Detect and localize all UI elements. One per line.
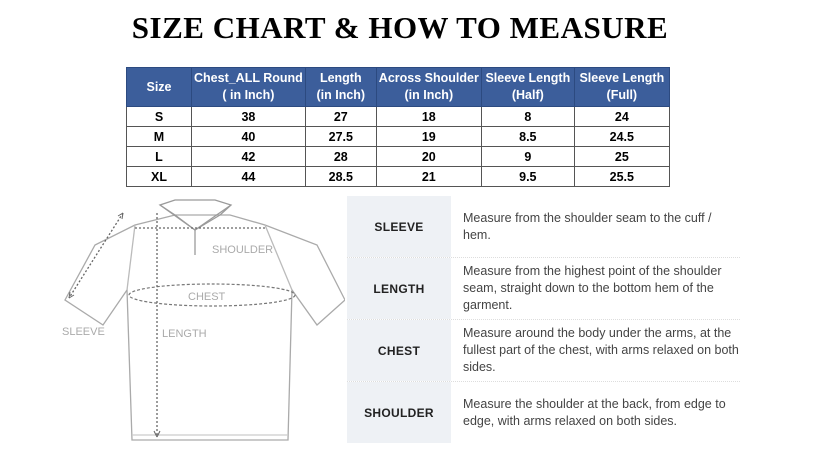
table-row — [127, 127, 670, 147]
cell-chest: 44 — [192, 167, 306, 187]
length-label: LENGTH — [162, 328, 207, 340]
guide-text: Measure the shoulder at the back, from edge to edge, with arms relaxed on both sides. — [463, 396, 726, 428]
cell-length: 27.5 — [305, 127, 376, 147]
guide-row-length — [347, 258, 740, 320]
sleeve-label: SLEEVE — [62, 326, 105, 338]
guide-label: SHOULDER — [347, 382, 451, 443]
header-sleeve-half: Sleeve Length (Half) — [481, 68, 574, 107]
cell-length: 27 — [305, 107, 376, 127]
guide-label: LENGTH — [347, 258, 451, 319]
table-row — [127, 167, 670, 187]
cell-sleeve-half: 8.5 — [481, 127, 574, 147]
cell-sleeve-full: 25 — [574, 147, 669, 167]
sleeve-measure-line — [69, 213, 123, 298]
cell-size: S — [127, 107, 192, 127]
cell-size: M — [127, 127, 192, 147]
header-length: Length (in Inch) — [305, 68, 376, 107]
table-header-row — [127, 68, 670, 107]
cell-sleeve-half: 9.5 — [481, 167, 574, 187]
chest-label: CHEST — [188, 291, 226, 303]
page-title: SIZE CHART & HOW TO MEASURE — [131, 10, 669, 45]
cell-sleeve-full: 24 — [574, 107, 669, 127]
size-chart-table — [126, 67, 670, 187]
guide-label: CHEST — [347, 320, 451, 381]
cell-chest: 40 — [192, 127, 306, 147]
table-row — [127, 147, 670, 167]
guide-row-sleeve — [347, 196, 740, 258]
cell-length: 28.5 — [305, 167, 376, 187]
guide-row-chest — [347, 320, 740, 382]
guide-text: Measure from the highest point of the shoulder seam, straight down to the bottom hem of the garment. — [463, 264, 722, 312]
cell-chest: 42 — [192, 147, 306, 167]
cell-shoulder: 19 — [376, 127, 481, 147]
cell-sleeve-half: 9 — [481, 147, 574, 167]
shirt-outline-icon — [65, 200, 345, 440]
header-across-shoulder: Across Shoulder (in Inch) — [376, 68, 481, 107]
shoulder-label: SHOULDER — [212, 244, 274, 256]
guide-label: SLEEVE — [347, 196, 451, 257]
header-size: Size — [127, 68, 192, 107]
header-chest: Chest_ALL Round ( in Inch) — [192, 68, 306, 107]
cell-shoulder: 18 — [376, 107, 481, 127]
guide-row-shoulder — [347, 382, 740, 443]
cell-chest: 38 — [192, 107, 306, 127]
cell-shoulder: 21 — [376, 167, 481, 187]
guide-text: Measure around the body under the arms, at the fullest part of the chest, with arms relaxed on both sides. — [463, 326, 739, 374]
shirt-measure-diagram — [55, 195, 345, 450]
cell-sleeve-full: 24.5 — [574, 127, 669, 147]
table-row — [127, 107, 670, 127]
cell-length: 28 — [305, 147, 376, 167]
cell-size: L — [127, 147, 192, 167]
cell-sleeve-half: 8 — [481, 107, 574, 127]
measure-guide — [347, 196, 740, 441]
cell-sleeve-full: 25.5 — [574, 167, 669, 187]
cell-size: XL — [127, 167, 192, 187]
guide-text: Measure from the shoulder seam to the cuff / hem. — [463, 210, 712, 242]
cell-shoulder: 20 — [376, 147, 481, 167]
header-sleeve-full: Sleeve Length (Full) — [574, 68, 669, 107]
